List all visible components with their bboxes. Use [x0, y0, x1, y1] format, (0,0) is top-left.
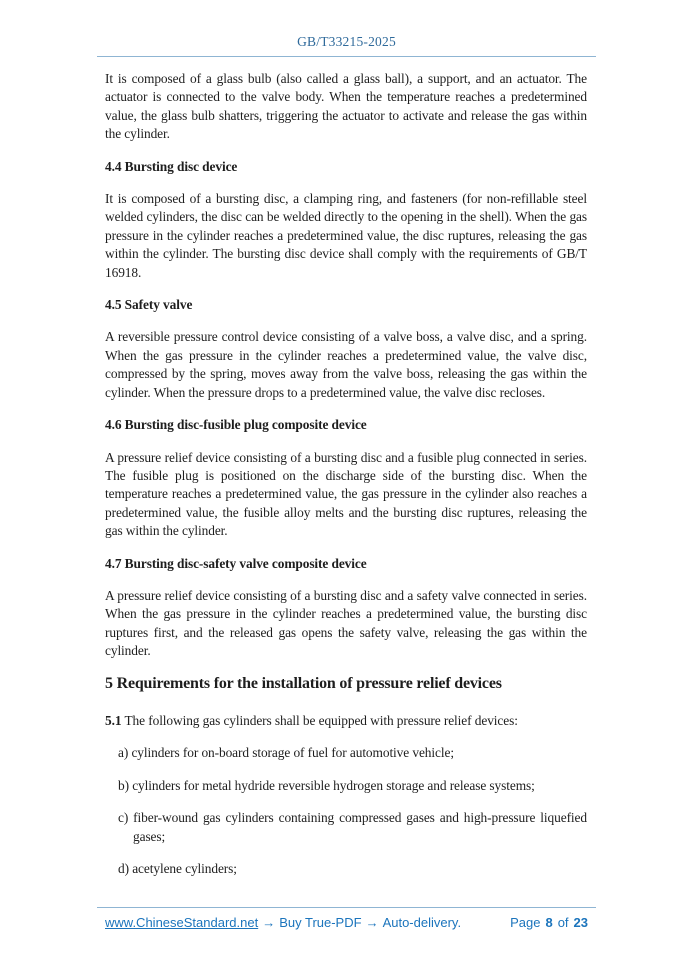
clause-5-1 [105, 712, 587, 730]
section-body-4-5: A reversible pressure control device consisting of a valve boss, a valve disc, and a spring. When the gas pressure in the cylinder reaches a predetermined value, the valve disc, compressed by the spring, moves away from the valve boss, releasing the gas within the cylinder. When the pressure drops to a predetermined value, the valve disc recloses. [105, 329, 587, 400]
section-body-4-4: It is composed of a bursting disc, a clamping ring, and fasteners (for non-refillable steel welded cylinders, the disc can be welded directly to the opening in the shell). When the gas pressure in the cylinder reaches a predetermined value, the disc ruptures, releasing the gas within the cylinder. The bursting disc device shall comply with the requirements of GB/T 16918. [105, 191, 587, 280]
doc-number: GB/T33215-2025 [297, 34, 396, 49]
page-number-total: 23 [573, 915, 588, 930]
arrow-icon: → [262, 915, 276, 930]
clause-5-1-number: 5.1 [105, 712, 122, 728]
section-body-4-6: A pressure relief device consisting of a bursting disc and a fusible plug connected in series. The fusible plug is positioned on the discharge side of the bursting disc. When the temperature reaches a predetermined value, the gas pressure in the cylinder also reaches a predetermined value, the fusible alloy melts and the bursting disc ruptures, releasing the gas within the cylinder. [105, 449, 587, 539]
clause-5-1-text: The following gas cylinders shall be equipped with pressure relief devices: [124, 712, 518, 728]
list-item-a: a) cylinders for on-board storage of fuel for automotive vehicle; [118, 745, 454, 761]
intro-paragraph: It is composed of a glass bulb (also called a glass ball), a support, and an actuator. The actuator is connected to the valve body. When the temperature reaches a predetermined value, the glass bulb shatters, triggering the actuator to activate and release the gas within the cylinder. [105, 71, 587, 142]
list-item-c: c) fiber-wound gas cylinders containing compressed gases and high-pressure liquefied gases; [118, 810, 587, 844]
section-heading-4-5: 4.5 Safety valve [105, 297, 193, 313]
of-word: of [557, 915, 569, 930]
footer-tagline [105, 915, 461, 930]
page-number-current: 8 [545, 915, 553, 930]
buy-pdf-label: Buy True-PDF [279, 915, 362, 930]
arrow-icon: → [365, 915, 379, 930]
section-heading-4-6: 4.6 Bursting disc-fusible plug composite device [105, 417, 367, 433]
section-heading-4-4: 4.4 Bursting disc device [105, 158, 238, 174]
chapter-5-heading: 5 Requirements for the installation of pressure relief devices [105, 674, 502, 692]
section-heading-4-7: 4.7 Bursting disc-safety valve composite device [105, 555, 367, 571]
content-area [105, 70, 587, 892]
page-indicator [510, 915, 588, 930]
header-divider [97, 56, 596, 57]
site-link[interactable]: www.ChineseStandard.net [105, 915, 259, 930]
list-item-d: d) acetylene cylinders; [118, 861, 237, 876]
footer [105, 915, 588, 930]
footer-divider [97, 907, 596, 908]
section-body-4-7: A pressure relief device consisting of a bursting disc and a safety valve connected in series. When the gas pressure in the cylinder reaches a predetermined value, the bursting disc ruptures first, and the released gas opens the safety valve, releasing the gas within the cylinder. [105, 587, 587, 659]
list-item-b: b) cylinders for metal hydride reversible hydrogen storage and release systems; [118, 777, 535, 793]
auto-delivery-label: Auto-delivery. [382, 915, 462, 930]
page-word: Page [510, 915, 541, 930]
